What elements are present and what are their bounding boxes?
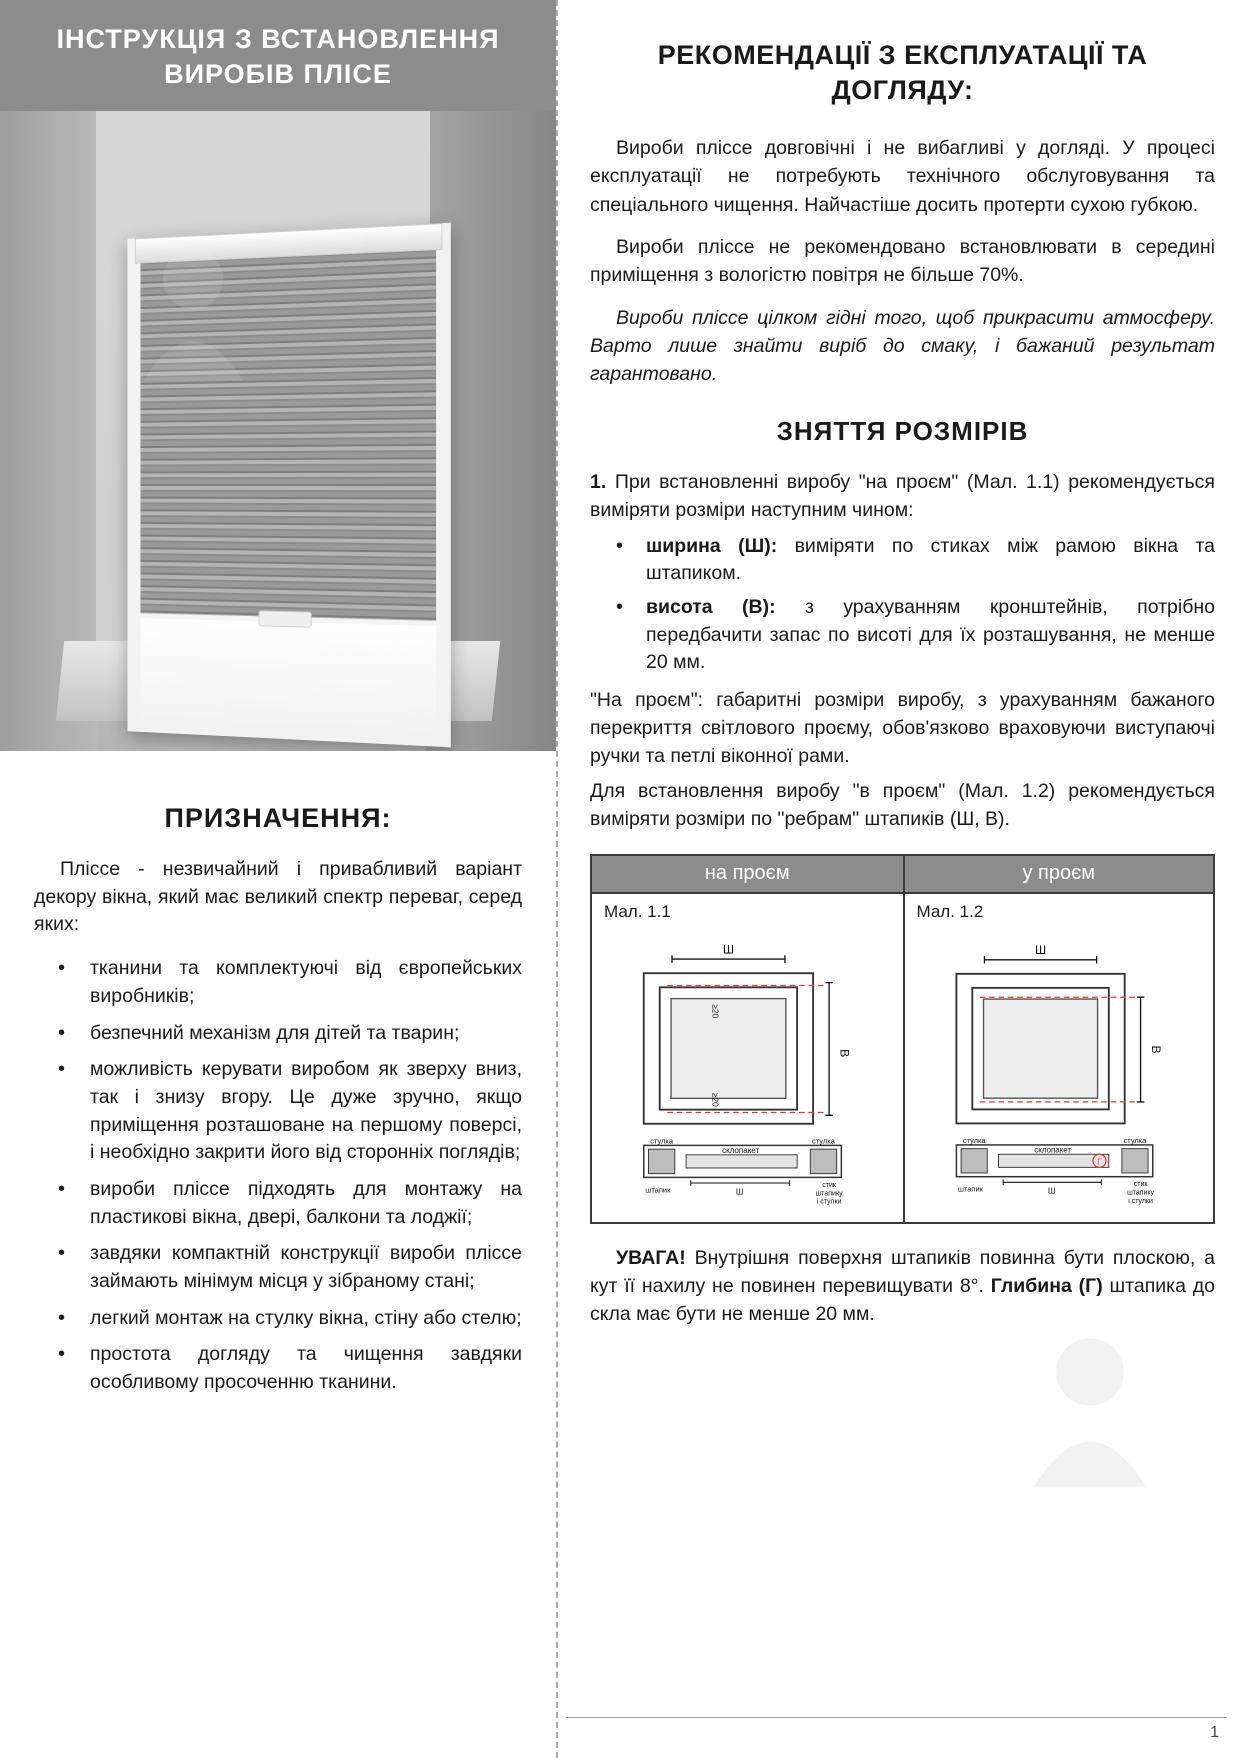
svg-text:штапику: штапику — [815, 1189, 843, 1197]
svg-text:В: В — [837, 1048, 852, 1057]
photo-window-frame — [127, 223, 450, 748]
figure-1-drawing — [592, 922, 903, 1222]
photo-blind-bottom-handle — [259, 610, 312, 627]
svg-text:Г: Г — [1096, 1156, 1102, 1167]
width-label: ширина (Ш): — [646, 534, 778, 557]
list-item: • простота догляду та чищення завдяки особливому просоченню тканини. — [34, 1341, 522, 1396]
svg-text:Ш: Ш — [722, 942, 735, 957]
warning-text-2: штапика до скла має бути не менше 20 мм. — [590, 1274, 1215, 1326]
page-number: 1 — [1210, 1724, 1219, 1741]
measurement-step-1-number: 1. — [590, 471, 607, 494]
svg-text:і стулки: і стулки — [1127, 1197, 1153, 1205]
svg-text:штапику: штапику — [1126, 1189, 1154, 1197]
list-item: • можливість керувати виробом як зверху вниз, так і знизу вгору. Це дуже зручно, якщо приміщення розташоване на першому поверсі, і необхідно закрити його від сторонніх поглядів; — [34, 1056, 522, 1167]
svg-text:стик: стик — [1133, 1180, 1147, 1188]
photo-pleated-blind — [140, 238, 436, 626]
list-item — [590, 594, 1215, 677]
figure-1-label: Мал. 1.1 — [604, 901, 671, 921]
warning-paragraph — [590, 1244, 1215, 1329]
figure-1-canvas — [592, 922, 903, 1222]
figure-2-label: Мал. 1.2 — [916, 901, 984, 921]
list-item: • вироби пліссе підходять для монтажу на пластикові вікна, двері, балкони та лоджії; — [34, 1176, 522, 1231]
svg-text:штапик: штапик — [645, 1184, 671, 1194]
care-paragraph-3: Вироби пліссе цілком гідні того, щоб прикрасити атмосферу. Варто лише знайти виріб до смаку, і бажаний результат гарантовано. — [590, 306, 1215, 386]
svg-text:Ш: Ш — [735, 1185, 744, 1196]
svg-text:стулка: стулка — [962, 1135, 986, 1145]
measurement-step-1-text: При встановленні виробу "на проєм" (Мал. 1.1) рекомендується виміряти розміри наступним чином: — [590, 471, 1215, 521]
measurement-paragraph-5: Для встановлення виробу "в проєм" (Мал. 1.2) рекомендується виміряти розміри по "ребрам" штапиків (Ш, В). — [590, 780, 1215, 830]
svg-text:стулка: стулка — [1123, 1135, 1146, 1145]
purpose-title: ПРИЗНАЧЕННЯ: — [164, 803, 392, 834]
svg-text:≥20: ≥20 — [710, 1092, 721, 1107]
figures-container — [590, 854, 1215, 1224]
list-item: • тканини та комплектуючі від європейських виробників; — [34, 955, 522, 1010]
measurement-step-1 — [590, 469, 1215, 524]
list-item: • легкий монтаж на стулку вікна, стіну або стелю; — [34, 1305, 522, 1333]
svg-text:штапик: штапик — [957, 1184, 983, 1194]
figure-1-header: на проєм — [592, 856, 903, 894]
installation-photo — [0, 111, 556, 751]
left-body — [0, 751, 556, 1416]
purpose-intro: Пліссе - незвичайний і привабливий варіант декору вікна, який має великий спектр переваг, серед яких: — [34, 858, 522, 936]
measurement-paragraph-4: "На проєм": габаритні розміри виробу, з урахуванням бажаного перекриття світлового проєму, обов'язково враховуючи виступаючі ручки та петлі віконної рами. — [590, 689, 1215, 767]
footer-rule — [566, 1717, 1227, 1718]
care-paragraph-1: Вироби пліссе довговічні і не вибагливі у догляді. У процесі експлуатації не потребують технічного обслуговування та спеціального чищення. Найчастіше досить протерти сухою губкою. — [590, 137, 1215, 216]
figure-2-header: у проєм — [905, 856, 1214, 894]
svg-text:стулка: стулка — [812, 1136, 835, 1146]
svg-text:склопакет: склопакет — [722, 1145, 760, 1155]
warning-label: УВАГА! — [616, 1246, 686, 1269]
purpose-bullet-list — [34, 955, 522, 1397]
height-text: з урахуванням кронштейнів, потрібно передбачити запас по висоті для їх розташування, не менше 20 мм. — [646, 596, 1216, 674]
svg-text:Ш: Ш — [1034, 942, 1046, 957]
svg-text:склопакет: склопакет — [1033, 1144, 1071, 1154]
left-column — [0, 0, 556, 1758]
care-paragraph-2: Вироби пліссе не рекомендовано встановлювати в середині приміщення з вологістю повітря не більше 70%. — [590, 235, 1215, 287]
svg-text:В: В — [1148, 1045, 1163, 1054]
list-item — [590, 533, 1215, 588]
figure-2-canvas — [905, 922, 1214, 1222]
svg-text:і стулки: і стулки — [816, 1198, 842, 1206]
width-text: виміряти по стиках між рамою вікна та штапиком. — [646, 534, 1215, 585]
svg-text:Ш: Ш — [1047, 1185, 1056, 1196]
warning-depth-label: Глибина (Г) — [990, 1274, 1103, 1297]
svg-text:≥20: ≥20 — [710, 1003, 721, 1018]
figure-in-opening — [903, 856, 1214, 1222]
list-item: • завдяки компактній конструкції вироби пліссе займають мінімум місця у зібраному стані; — [34, 1240, 522, 1295]
column-divider — [556, 0, 558, 1758]
warning-text-1: Внутрішня поверхня штапиків повинна бути плоскою, а кут її нахилу не повинен перевищувати 8°. — [590, 1246, 1215, 1297]
measurement-title: ЗНЯТТЯ РОЗМІРІВ — [776, 416, 1029, 447]
left-header-title: ІНСТРУКЦІЯ З ВСТАНОВЛЕННЯ ВИРОБІВ ПЛІСЕ — [0, 0, 556, 111]
svg-text:стик: стик — [822, 1181, 836, 1189]
page-title: РЕКОМЕНДАЦІЇ З ЕКСПЛУАТАЦІЇ ТА ДОГЛЯДУ: — [657, 40, 1148, 106]
right-column — [556, 0, 1245, 1758]
measurement-bullet-list — [590, 533, 1215, 677]
figure-2-drawing — [905, 922, 1214, 1222]
list-item: • безпечний механізм для дітей та тварин; — [34, 1020, 522, 1048]
figure-on-opening — [592, 856, 903, 1222]
svg-text:стулка: стулка — [650, 1136, 674, 1146]
height-label: висота (В): — [646, 596, 776, 619]
